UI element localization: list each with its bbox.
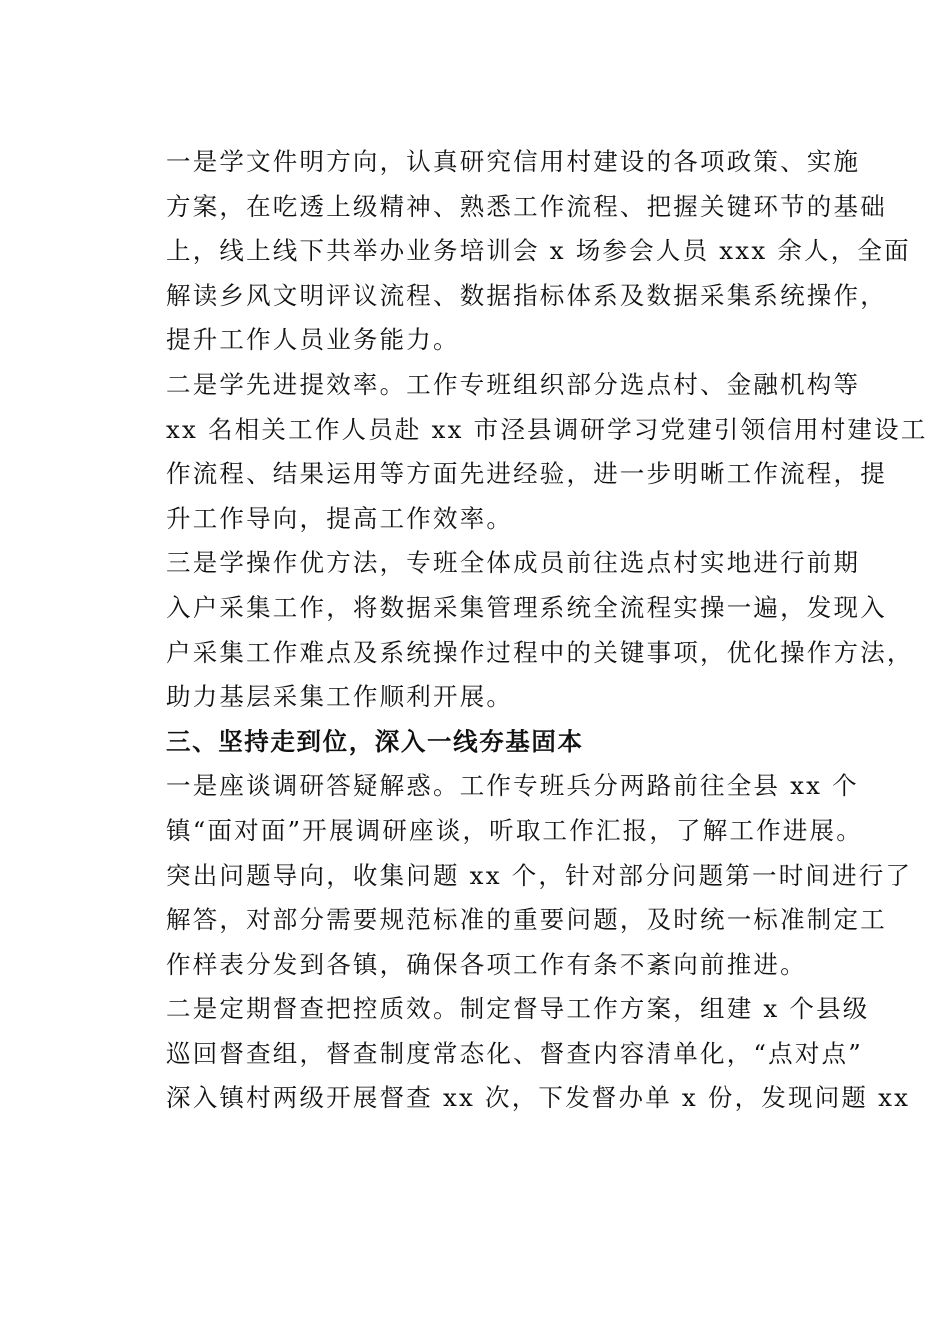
paragraph-line: 解答，对部分需要规范标准的重要问题，及时统一标准制定工 — [166, 905, 887, 935]
paragraph-line: 解读乡风文明评议流程、数据指标体系及数据采集系统操作， — [166, 280, 887, 310]
paragraph-line: xx 名相关工作人员赴 xx 市泾县调研学习党建引领信用村建设工 — [166, 414, 928, 444]
paragraph — [117, 987, 911, 1121]
paragraph-line: 升工作导向，提高工作效率。 — [166, 503, 514, 533]
heading-text: 三、坚持走到位，深入一线夯基固本 — [166, 726, 584, 756]
paragraph — [117, 764, 913, 987]
paragraph — [117, 541, 914, 719]
paragraph-line: 三是学操作优方法，专班全体成员前往选点村实地进行前期 — [166, 548, 861, 578]
paragraph — [117, 363, 928, 541]
paragraph-line: 助力基层采集工作顺利开展。 — [166, 682, 514, 712]
paragraph-line: 一是座谈调研答疑解惑。工作专班兵分两路前往全县 xx 个 — [166, 771, 859, 801]
paragraph-line: 突出问题导向，收集问题 xx 个，针对部分问题第一时间进行了 — [166, 860, 913, 890]
document-body — [117, 140, 928, 1121]
paragraph-line: 镇“面对面”开展调研座谈，听取工作汇报，了解工作进展。 — [166, 815, 863, 845]
section-heading — [117, 720, 829, 765]
paragraph-line: 一是学文件明方向，认真研究信用村建设的各项政策、实施 — [166, 147, 861, 176]
paragraph-line: 上，线上线下共举办业务培训会 x 场参会人员 xxx 余人，全面 — [166, 236, 911, 266]
paragraph-line: 二是学先进提效率。工作专班组织部分选点村、金融机构等 — [166, 369, 861, 399]
paragraph-line: 户采集工作难点及系统操作过程中的关键事项，优化操作方法， — [166, 637, 914, 667]
paragraph-line: 二是定期督查把控质效。制定督导工作方案，组建 x 个县级 — [166, 994, 870, 1024]
paragraph-line: 作流程、结果运用等方面先进经验，进一步明晰工作流程，提 — [166, 459, 887, 489]
paragraph — [117, 140, 911, 363]
paragraph-line: 入户采集工作，将数据采集管理系统全流程实操一遍，发现入 — [166, 592, 887, 622]
paragraph-line: 方案，在吃透上级精神、熟悉工作流程、把握关键环节的基础 — [166, 191, 887, 221]
paragraph-line: 巡回督查组，督查制度常态化、督查内容清单化，“点对点” — [166, 1038, 863, 1068]
paragraph-line: 提升工作人员业务能力。 — [166, 325, 460, 355]
paragraph-line: 深入镇村两级开展督查 xx 次，下发督办单 x 份，发现问题 xx — [166, 1083, 911, 1113]
paragraph-line: 作样表分发到各镇，确保各项工作有条不紊向前推进。 — [166, 949, 807, 979]
